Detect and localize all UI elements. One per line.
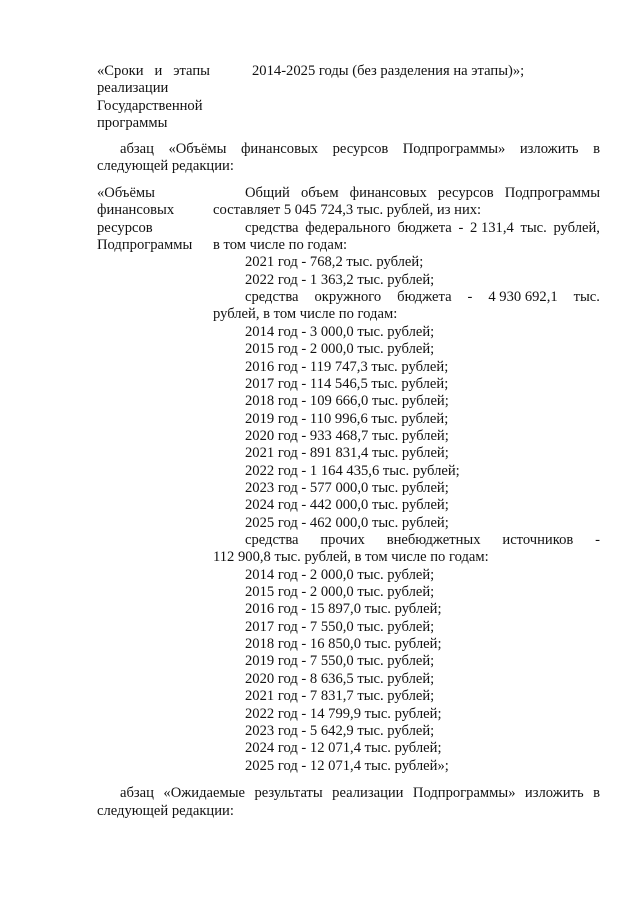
other-year-item: 2018 год - 16 850,0 тыс. рублей; bbox=[245, 636, 442, 653]
district-year-item: 2023 год - 577 000,0 тыс. рублей; bbox=[245, 479, 449, 496]
paragraph-1-line-1 bbox=[120, 141, 600, 158]
district-line-1-word: средства bbox=[245, 289, 299, 306]
other-year-item: 2024 год - 12 071,4 тыс. рублей; bbox=[245, 740, 442, 757]
paragraph-1-word: в bbox=[593, 141, 600, 157]
total-line-1-word: объем bbox=[300, 185, 339, 201]
federal-line-2: в том числе по годам: bbox=[213, 237, 348, 254]
federal-year-item: 2021 год - 768,2 тыс. рублей; bbox=[245, 254, 424, 271]
district-line-1-word: - bbox=[467, 289, 473, 306]
total-line-1-word: Подпрограммы bbox=[504, 185, 600, 201]
paragraph-2-word: результаты bbox=[254, 785, 323, 801]
federal-year-item: 2022 год - 1 363,2 тыс. рублей; bbox=[245, 271, 435, 288]
district-year-item: 2015 год - 2 000,0 тыс. рублей; bbox=[245, 341, 435, 358]
federal-line-1-word: тыс. bbox=[520, 219, 547, 236]
total-line-1-word: Общий bbox=[245, 185, 290, 201]
other-year-item: 2015 год - 2 000,0 тыс. рублей; bbox=[245, 584, 435, 601]
other-year-item: 2014 год - 2 000,0 тыс. рублей; bbox=[245, 566, 435, 583]
resources-label-line: финансовых bbox=[97, 202, 175, 219]
total-line-2: составляет 5 045 724,3 тыс. рублей, из них: bbox=[213, 202, 482, 219]
paragraph-2-word: реализации bbox=[332, 785, 404, 801]
other-line-1-word: внебюджетных bbox=[386, 532, 481, 548]
terms-label bbox=[97, 63, 217, 132]
district-year-item: 2016 год - 119 747,3 тыс. рублей; bbox=[245, 358, 449, 375]
other-year-item: 2023 год - 5 642,9 тыс. рублей; bbox=[245, 722, 435, 739]
federal-line-1-word: 2 131,4 bbox=[470, 219, 514, 236]
paragraph-2-line-1 bbox=[120, 785, 600, 802]
federal-line-1-word: средства bbox=[245, 219, 299, 236]
district-year-item: 2025 год - 462 000,0 тыс. рублей; bbox=[245, 514, 449, 531]
district-year-item: 2020 год - 933 468,7 тыс. рублей; bbox=[245, 427, 449, 444]
total-line-1 bbox=[245, 185, 600, 202]
paragraph-2-word: в bbox=[593, 785, 600, 801]
paragraph-1-word: изложить bbox=[519, 141, 579, 157]
district-line-1-word: окружного bbox=[314, 289, 382, 306]
other-line-1 bbox=[245, 532, 600, 549]
federal-line-1 bbox=[245, 220, 600, 237]
total-line-1-word: ресурсов bbox=[437, 185, 494, 201]
terms-label-line: реализации bbox=[97, 80, 169, 97]
paragraph-1-word: Подпрограммы» bbox=[402, 141, 506, 157]
paragraph-1-word: финансовых bbox=[240, 141, 319, 157]
paragraph-1-word: «Объёмы bbox=[168, 141, 227, 157]
district-line-1-word: 4 930 692,1 bbox=[488, 289, 558, 306]
federal-line-1-word: федерального bbox=[305, 219, 391, 236]
resources-label-line: Подпрограммы bbox=[97, 236, 193, 253]
terms-label-line: программы bbox=[97, 114, 168, 131]
district-year-item: 2018 год - 109 666,0 тыс. рублей; bbox=[245, 393, 449, 410]
other-year-item: 2022 год - 14 799,9 тыс. рублей; bbox=[245, 705, 442, 722]
other-line-2: 112 900,8 тыс. рублей, в том числе по годам: bbox=[213, 549, 489, 566]
paragraph-1-word: ресурсов bbox=[332, 141, 389, 157]
other-line-1-word: прочих bbox=[320, 532, 365, 548]
other-year-item: 2021 год - 7 831,7 тыс. рублей; bbox=[245, 688, 435, 705]
other-year-item: 2020 год - 8 636,5 тыс. рублей; bbox=[245, 670, 435, 687]
paragraph-2-word: изложить bbox=[524, 785, 584, 801]
resources-label-line: «Объёмы bbox=[97, 185, 155, 201]
other-year-item: 2019 год - 7 550,0 тыс. рублей; bbox=[245, 653, 435, 670]
paragraph-1-word: абзац bbox=[120, 141, 154, 157]
other-line-1-word: средства bbox=[245, 532, 299, 548]
other-year-item: 2017 год - 7 550,0 тыс. рублей; bbox=[245, 618, 435, 635]
federal-line-1-word: бюджета bbox=[397, 219, 452, 236]
resources-label-line: ресурсов bbox=[97, 219, 153, 236]
paragraph-2-word: «Ожидаемые bbox=[163, 785, 246, 801]
other-line-1-word: - bbox=[595, 532, 600, 548]
paragraph-2-line-2: следующей редакции: bbox=[97, 803, 234, 819]
paragraph-2-word: абзац bbox=[120, 785, 154, 801]
terms-label-line: «Сроки и этапы bbox=[97, 63, 210, 79]
other-line-1-word: источников bbox=[502, 532, 574, 548]
district-year-item: 2022 год - 1 164 435,6 тыс. рублей; bbox=[245, 462, 460, 479]
district-year-item: 2014 год - 3 000,0 тыс. рублей; bbox=[245, 323, 435, 340]
other-year-item: 2016 год - 15 897,0 тыс. рублей; bbox=[245, 601, 442, 618]
paragraph-2-word: Подпрограммы» bbox=[412, 785, 516, 801]
terms-value: 2014-2025 годы (без разделения на этапы)»; bbox=[252, 63, 525, 79]
total-line-1-word: финансовых bbox=[349, 185, 427, 201]
paragraph-1-line-2: следующей редакции: bbox=[97, 158, 234, 174]
district-line-1-word: бюджета bbox=[397, 289, 452, 306]
district-line-1-word: тыс. bbox=[573, 289, 600, 306]
district-line-2: рублей, в том числе по годам: bbox=[213, 306, 398, 323]
federal-line-1-word: - bbox=[458, 219, 464, 236]
district-year-item: 2021 год - 891 831,4 тыс. рублей; bbox=[245, 445, 449, 462]
federal-line-1-word: рублей, bbox=[553, 219, 600, 236]
terms-label-line: Государственной bbox=[97, 97, 203, 114]
district-year-item: 2017 год - 114 546,5 тыс. рублей; bbox=[245, 375, 449, 392]
resources-label bbox=[97, 185, 207, 254]
district-year-item: 2019 год - 110 996,6 тыс. рублей; bbox=[245, 410, 449, 427]
district-line-1 bbox=[245, 289, 600, 306]
district-year-item: 2024 год - 442 000,0 тыс. рублей; bbox=[245, 497, 449, 514]
other-year-item: 2025 год - 12 071,4 тыс. рублей»; bbox=[245, 757, 449, 774]
